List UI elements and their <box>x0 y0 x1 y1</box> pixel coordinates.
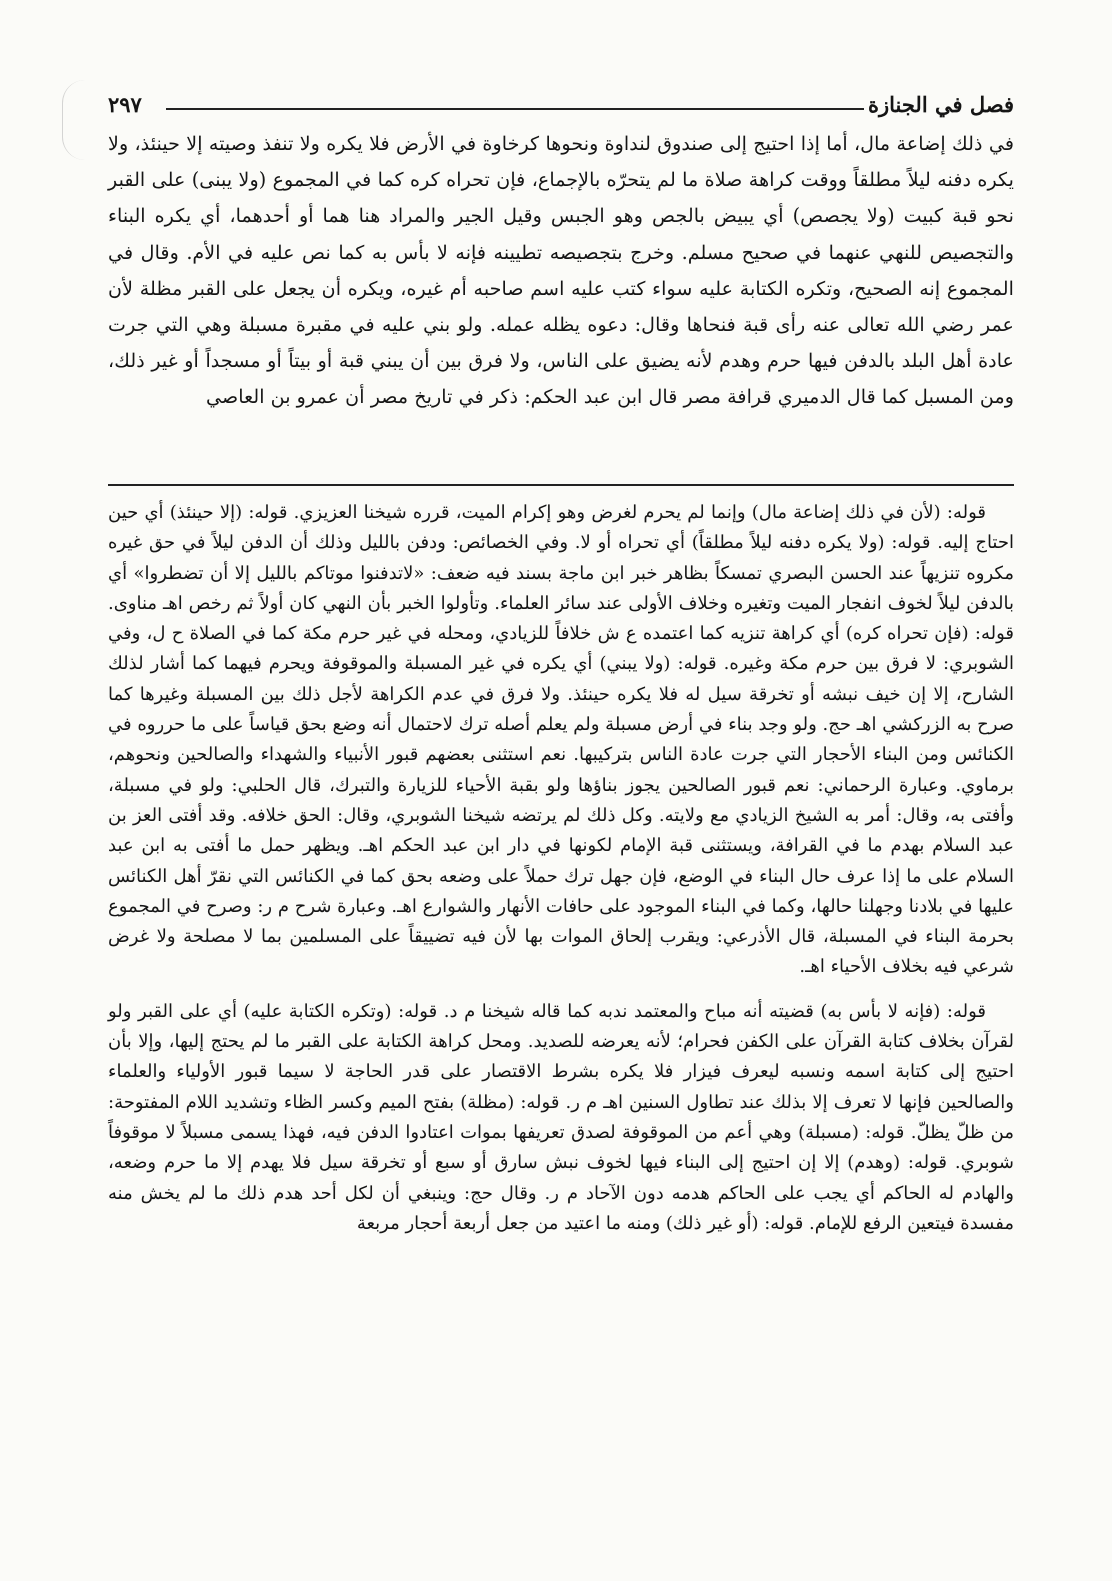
commentary-paragraph-1: قوله: (لأن في ذلك إضاعة مال) وإنما لم يحرم لغرض وهو إكرام الميت، قرره شيخنا العزيزي. قوله: (إلا حينئذ) أي حين احتاج إليه. قوله: (ولا يكره دفنه ليلاً مطلقاً) أي تحراه أو لا. وفي الخصائص: ودفن بالليل وذلك أن الدفن ليلاً في حق غيره مكروه تنزيهاً عند الحسن البصري تمسكاً بظاهر خبر ابن ماجة بسند فيه ضعف: «لاتدفنوا موتاكم بالليل إلا أن تضطروا» أي بالدفن ليلاً لخوف انفجار الميت وتغيره وخلاف الأولى عند سائر العلماء. وتأولوا الخبر بأن النهي كان أولاً ثم رخص اهـ مناوى. قوله: (فإن تحراه كره) أي كراهة تنزيه كما اعتمده ع ش خلافاً للزيادي، ومحله في غير حرم مكة كما في الصلاة ح ل، وفي الشوبري: لا فرق بين حرم مكة وغيره. قوله: (ولا يبني) أي يكره في غير المسبلة والموقوفة ويحرم فيهما كما أشار لذلك الشارح، إلا إن خيف نبشه أو تخرقة سيل له فلا يكره حينئذ. ولا فرق في عدم الكراهة لأجل ذلك بين المسبلة وغيرها كما صرح به الزركشي اهـ حج. ولو وجد بناء في أرض مسبلة ولم يعلم أصله ترك لاحتمال أنه وضع بحق قياساً على ما حرروه في الكنائس ومن البناء الأحجار التي جرت عادة الناس بتركيبها. نعم استثنى بعضهم قبور الأنبياء والشهداء والصالحين ونحوهم، برماوي. وعبارة الرحماني: نعم قبور الصالحين يجوز بناؤها ولو بقبة الأحياء للزيارة والتبرك، قال الحلبي: ولو في مسبلة، وأفتى به، وقال: أمر به الشيخ الزيادي مع ولايته. وكل ذلك لم يرتضه شيخنا الشوبري، وقال: الحق خلافه. وقد أفتى العز بن عبد السلام بهدم ما في القرافة، ويستثنى قبة الإمام لكونها في دار ابن عبد الحكم اهـ. ويظهر حمل ما أفتى به ابن عبد السلام على ما إذا عرف حال البناء في الوضع، فإن جهل ترك حملاً على وضعه بحق كما في الكنائس التي نقرّ أهل الكنائس عليها في بلادنا وجهلنا حالها، وكما في البناء الموجود على حافات الأنهار والشوارع اهـ. وعبارة شرح م ر: وصرح في المجموع بحرمة البناء في المسبلة، قال الأذرعي: ويقرب إلحاق الموات بها لأن فيه تضييقاً على المسلمين بما لا مصلحة ولا غرض شرعي فيه بخلاف الأحياء اهـ. <box>108 502 1014 978</box>
main-text <box>108 126 1014 558</box>
header-rule <box>166 108 864 110</box>
commentary <box>108 498 1014 1528</box>
page-header <box>108 92 1014 118</box>
commentary-paragraph-2: قوله: (فإنه لا بأس به) قضيته أنه مباح والمعتمد ندبه كما قاله شيخنا م د. قوله: (وتكره الكتابة عليه) أي على القبر ولو لقرآن بخلاف كتابة القرآن على الكفن فحرام؛ لأنه يعرضه للصديد. ومحل كراهة الكتابة على القبر ما لم يحتج إليها، وإلا بأن احتيج إلى كتابة اسمه ونسبه ليعرف فيزار فلا يكره بشرط الاقتصار على قدر الحاجة لا سيما قبور الأولياء والعلماء والصالحين فإنها لا تعرف إلا بذلك عند تطاول السنين اهـ م ر. قوله: (مظلة) بفتح الميم وكسر الظاء وتشديد اللام المفتوحة: من ظلّ يظلّ. قوله: (مسبلة) وهي أعم من الموقوفة لصدق تعريفها بموات اعتادوا الدفن فيه، فهذا يسمى مسبلاً لا موقوفاً شوبري. قوله: (وهدم) إلا إن احتيج إلى البناء فيها لخوف نبش سارق أو سبع أو تخرقة سيل فلا يهدم إلا ما حرم وضعه، والهادم له الحاكم أي يجب على الحاكم هدمه دون الآحاد م ر. وقال حج: وينبغي أن لكل أحد هدم ذلك ما لم يخش منه مفسدة فيتعين الرفع للإمام. قوله: (أو غير ذلك) ومنه ما اعتيد من جعل أربعة أحجار مربعة <box>108 1000 1014 1234</box>
running-title: فصل في الجنازة <box>860 92 1014 117</box>
scan-edge <box>62 80 85 160</box>
footnote-separator <box>108 484 1014 486</box>
main-paragraph: في ذلك إضاعة مال، أما إذا احتيج إلى صندوق لنداوة ونحوها كرخاوة في الأرض فلا يكره ولا تنفذ وصيته إلا حينئذ، ولا يكره دفنه ليلاً مطلقاً ووقت كراهة صلاة ما لم يتحرّه بالإجماع، فإن تحراه كره كما في المجموع (ولا يبنى) على القبر نحو قبة كبيت (ولا يجصص) أي يبيض بالجص وهو الجبس وقيل الجير والمراد هنا هما أو أحدهما، أي يكره البناء والتجصيص للنهي عنهما في صحيح مسلم. وخرج بتجصيصه تطيينه فإنه لا بأس به كما نص عليه في الأم. وقال في المجموع إنه الصحيح، وتكره الكتابة عليه سواء كتب عليه اسم صاحبه أم غيره، ويكره أن يجعل على القبر مظلة لأن عمر رضي الله تعالى عنه رأى قبة فنحاها وقال: دعوه يظله عمله. ولو بني عليه في مقبرة مسبلة وهي التي جرت عادة أهل البلد بالدفن فيها حرم وهدم لأنه يضيق على الناس، ولا فرق بين أن يبني قبة أو بيتاً أو مسجداً أو غير ذلك، ومن المسبل كما قال الدميري قرافة مصر قال ابن عبد الحكم: ذكر في تاريخ مصر أن عمرو بن العاصي <box>108 132 1014 409</box>
page-number: ٢٩٧ <box>108 92 142 117</box>
